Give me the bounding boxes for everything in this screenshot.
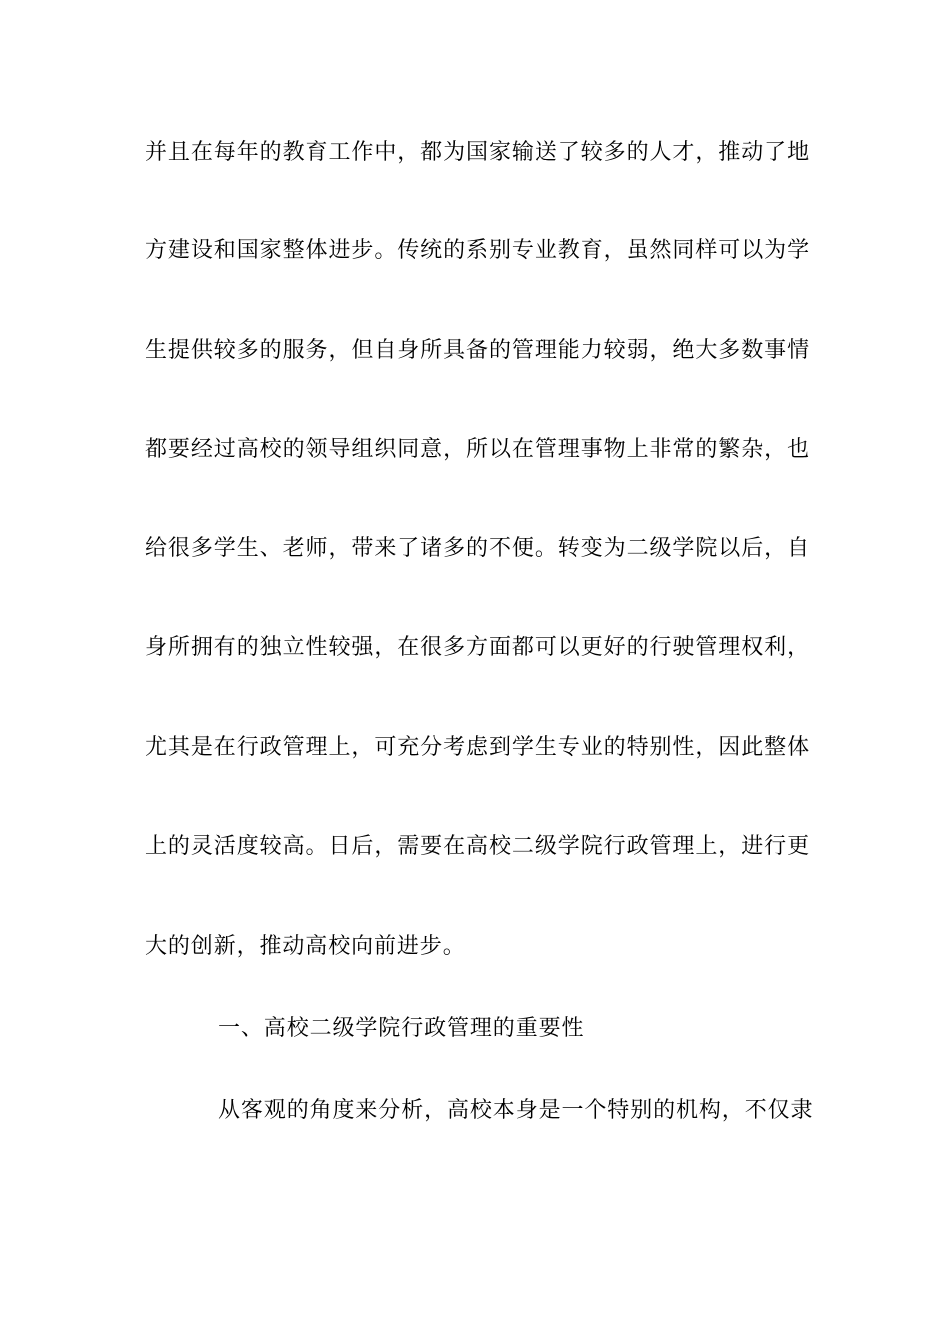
- paragraph-line: 方建设和国家整体进步。传统的系别专业教育，虽然同样可以为学: [145, 238, 810, 263]
- paragraph-line: 并且在每年的教育工作中，都为国家输送了较多的人才，推动了地: [145, 140, 810, 165]
- paragraph-line: 大的创新，推动高校向前进步。: [145, 934, 466, 959]
- paragraph-line: 上的灵活度较高。日后，需要在高校二级学院行政管理上，进行更: [145, 834, 810, 859]
- paragraph-line: 从客观的角度来分析，高校本身是一个特别的机构，不仅隶: [218, 1098, 814, 1123]
- paragraph-line: 都要经过高校的领导组织同意，所以在管理事物上非常的繁杂，也: [145, 437, 810, 462]
- paragraph-line: 给很多学生、老师，带来了诸多的不便。转变为二级学院以后，自: [145, 536, 810, 561]
- paragraph-line: 生提供较多的服务，但自身所具备的管理能力较弱，绝大多数事情: [145, 338, 810, 363]
- paragraph-line: 身所拥有的独立性较强，在很多方面都可以更好的行驶管理权利，: [145, 635, 810, 660]
- section-heading: 一、高校二级学院行政管理的重要性: [218, 1016, 585, 1041]
- paragraph-line: 尤其是在行政管理上，可充分考虑到学生专业的特别性，因此整体: [145, 735, 810, 760]
